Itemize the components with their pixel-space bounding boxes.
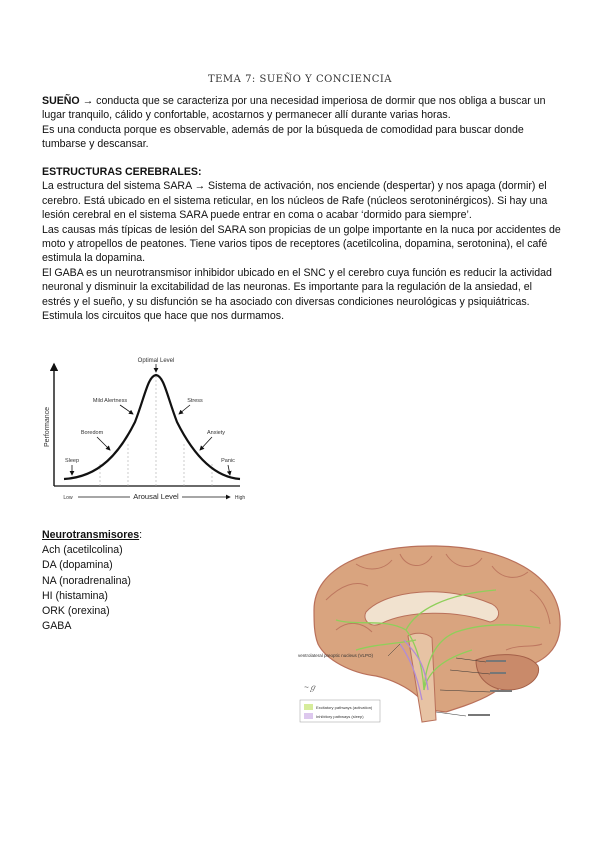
- annotation-boredom: Boredom: [80, 430, 104, 436]
- list-item: NA (noradrenalina): [42, 574, 131, 587]
- annotation-sleep: Sleep: [64, 458, 80, 464]
- annotation-optimal: Optimal Level: [137, 358, 175, 364]
- annotation-panic: Panic: [221, 458, 235, 464]
- list-item: GABA: [42, 620, 72, 633]
- estructuras-section: [42, 165, 562, 323]
- estructuras-p2: Las causas más típicas de lesión del SARA son propicias de un golpe importante en la nuca por accidentes de moto y atropellos de peatones. Tiene varios tipos de receptores (acetilcolina, dopamina, serotonina), el café estimula la dopamina.: [42, 223, 561, 265]
- list-item: Ach (acetilcolina): [42, 544, 123, 557]
- page-title: TEMA 7: SUEÑO Y CONCIENCIA: [207, 74, 393, 85]
- estructuras-p1: La estructura del sistema SARA → Sistema de activación, nos enciende (despertar) y nos apaga (dormir) el cerebro. Está ubicado en el sistema reticular, en los núcleos de Rafe (núcleos serotoninérgicos). Si hay una lesión cerebral en el sistema SARA puede entrar en coma o acabar ‘dormido para siempre’.: [42, 180, 548, 222]
- legend-swatch-green: [304, 704, 313, 710]
- sueno-definition: [42, 94, 562, 123]
- annotation-anxiety: Anxiety: [206, 430, 226, 436]
- annotation-mild-alertness: Mild Alertness: [92, 398, 128, 404]
- sueno-def-text: → conducta que se caracteriza por una necesidad imperiosa de dormir que nos obliga a buscar un lugar tranquilo, cálido y confortable, acostarnos y permanecer allí durante varias horas.: [42, 95, 546, 122]
- y-axis-label: Performance: [44, 406, 51, 448]
- illustrator-signature: ~ℊ: [304, 683, 317, 692]
- brain-illustration: [296, 540, 566, 730]
- sueno-line2: Es una conducta porque es observable, además de por la búsqueda de comodidad para buscar donde tumbarse y descansar.: [42, 123, 524, 151]
- performance-curve: [64, 375, 240, 479]
- sueno-section: [42, 94, 562, 152]
- arousal-performance-chart: [40, 352, 250, 502]
- legend-swatch-purple: [304, 713, 313, 719]
- list-item: DA (dopamina): [42, 559, 113, 572]
- neurotransmitter-list: [42, 528, 142, 634]
- estructuras-p3: El GABA es un neurotransmisor inhibidor ubicado en el SNC y el cerebro cuya función es reducir la actividad neuronal y disminuir la excitabilidad de las neuronas. Es importante para la regulación de la ansiedad, el estrés y el sueño, y su disfunción se ha asociado con diversas condiciones neurológicas y psiquiátricas. Estimula los circuitos que hace que nos durmamos.: [42, 266, 552, 323]
- annotation-stress: Stress: [187, 398, 203, 404]
- legend-label-inhibitory: Inhibitory pathways (sleep): [316, 714, 364, 719]
- x-high-label: High: [234, 495, 246, 501]
- x-low-label: Low: [63, 495, 73, 501]
- vlpo-label: ventrolateral preoptic nucleus (VLPO): [298, 653, 374, 658]
- sueno-term: SUEÑO: [42, 95, 80, 107]
- estructuras-heading: ESTRUCTURAS CEREBRALES:: [42, 166, 202, 178]
- x-axis-label: Arousal Level: [133, 492, 179, 501]
- list-item: HI (histamina): [42, 589, 108, 602]
- list-item: ORK (orexina): [42, 605, 110, 618]
- legend-label-excitatory: Excitatory pathways (activation): [316, 705, 373, 710]
- neurotransmitter-heading: Neurotransmisores:: [42, 529, 143, 541]
